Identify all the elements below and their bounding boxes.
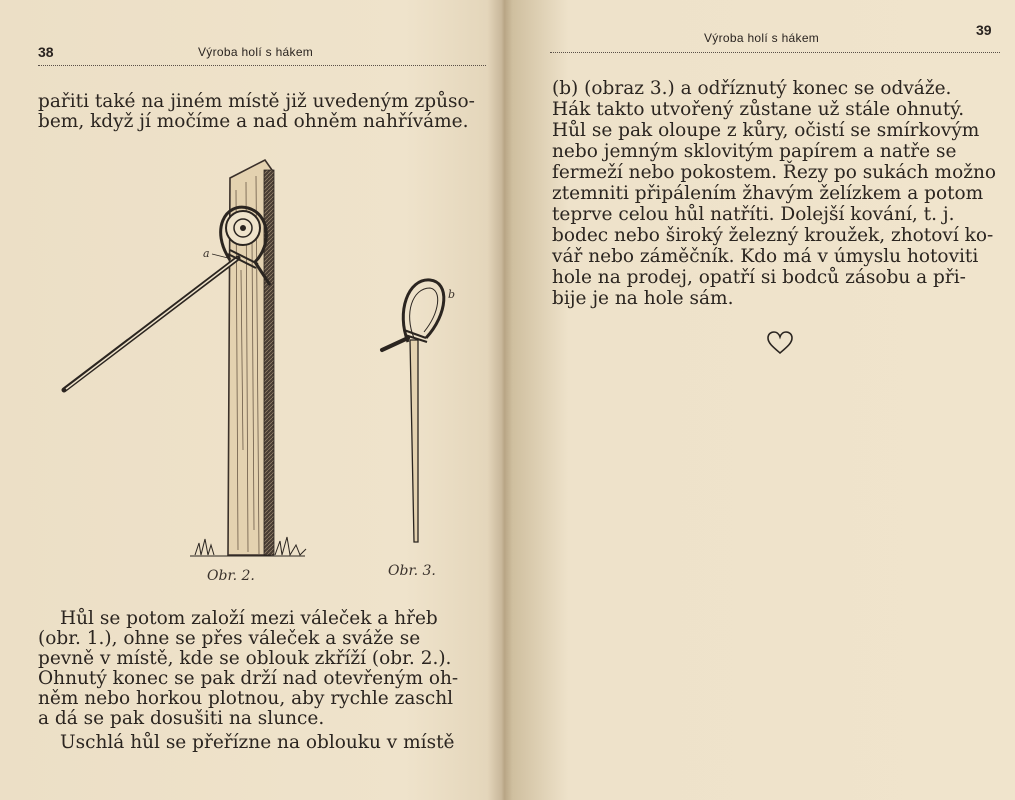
- left-paragraph-1: [38, 609, 458, 729]
- text-line: Hák takto utvořený zůstane už stále ohnutý.: [552, 99, 965, 120]
- header-rule-left: [38, 65, 486, 66]
- figure-3-illustration: [378, 272, 458, 552]
- running-head-left: Výroba holí s hákem: [198, 45, 314, 59]
- text-line: nebo jemným sklovitým papírem a natře se: [552, 141, 957, 162]
- figure-2-caption: Obr. 2.: [207, 568, 255, 584]
- left-top-text: [38, 92, 475, 132]
- text-line: Ohnutý konec se pak drží nad otevřeným oh-: [38, 668, 459, 689]
- figure-2-illustration: [60, 150, 320, 570]
- running-head-right: Výroba holí s hákem: [704, 31, 820, 45]
- text-line: a dá se pak dosušiti na slunce.: [38, 708, 325, 729]
- heart-icon: [767, 331, 793, 355]
- figure-2-label: a: [203, 247, 210, 260]
- text-line: pevně v místě, kde se oblouk zkříží (obr. 2.).: [38, 648, 452, 669]
- page-number-right: 39: [976, 22, 992, 38]
- text-line: fermeží nebo pokostem. Řezy po sukách možno: [552, 162, 997, 183]
- text-line: (obr. 1.), ohne se přes váleček a sváže se: [38, 628, 421, 649]
- text-line: teprve celou hůl natříti. Dolejší kování, t. j.: [552, 204, 955, 225]
- page-number-left: 38: [38, 44, 54, 60]
- text-line: bije je na hole sám.: [552, 288, 734, 309]
- text-line: ztemniti připálením žhavým želízkem a potom: [552, 183, 984, 204]
- text-line: pařiti také na jiném místě již uvedeným způso-: [38, 91, 475, 112]
- header-rule-right: [550, 52, 1000, 53]
- right-page: [500, 0, 1015, 800]
- left-page: [0, 0, 497, 800]
- figure-3-caption: Obr. 3.: [388, 563, 436, 579]
- text-line: Hůl se potom založí mezi váleček a hřeb: [60, 608, 438, 629]
- text-line: něm nebo horkou plotnou, aby rychle zaschl: [38, 688, 454, 709]
- figure-3-label: b: [448, 288, 456, 301]
- text-line: hole na prodej, opatří si bodců zásobu a při-: [552, 267, 966, 288]
- text-line: Hůl se pak oloupe z kůry, očistí se smírkovým: [552, 120, 980, 141]
- right-text: [552, 78, 996, 309]
- text-line: bem, když jí močíme a nad ohněm nahříváme.: [38, 111, 469, 132]
- text-line: vář nebo záměčník. Kdo má v úmyslu hotoviti: [552, 246, 979, 267]
- text-line: (b) (obraz 3.) a odříznutý konec se odváže.: [552, 78, 952, 99]
- text-line: Uschlá hůl se přeřízne na oblouku v místě: [60, 732, 455, 753]
- left-paragraph-2: [38, 733, 454, 753]
- text-line: bodec nebo široký železný kroužek, zhotoví ko-: [552, 225, 994, 246]
